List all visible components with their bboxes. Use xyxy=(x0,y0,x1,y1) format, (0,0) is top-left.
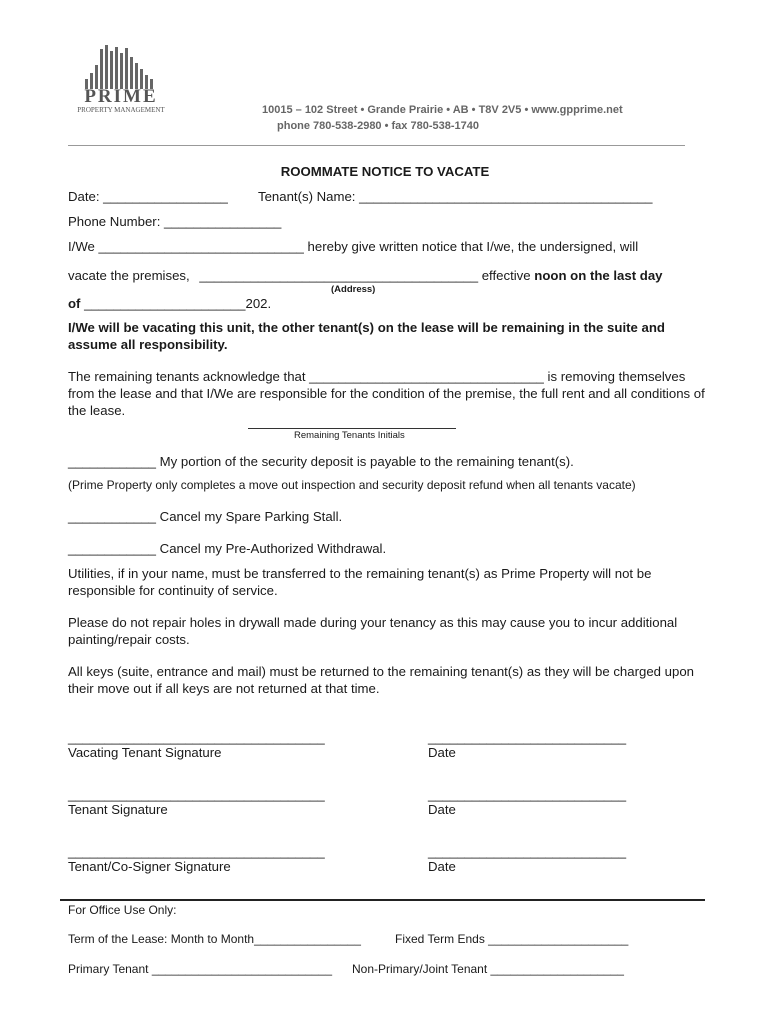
date-label-3: Date xyxy=(428,859,456,874)
lease-term-field: Term of the Lease: Month to Month________________ xyxy=(68,932,361,946)
signature-blank-2: ___________________________________ xyxy=(68,787,325,802)
signature-blank-3: ___________________________________ xyxy=(68,844,325,859)
date-blank-2: ___________________________ xyxy=(428,787,627,802)
address-caption: (Address) xyxy=(331,284,376,295)
signature-label-3: Tenant/Co-Signer Signature xyxy=(68,859,231,874)
date-blank-3: ___________________________ xyxy=(428,844,627,859)
header-divider xyxy=(68,145,685,146)
vacating-statement: I/We will be vacating this unit, the other tenant(s) on the lease will be remaining in the suite and assume all responsibility. xyxy=(68,320,665,352)
logo-subtext: PROPERTY MANAGEMENT xyxy=(77,106,165,114)
date-field: Date: _________________ xyxy=(68,189,228,204)
initials-caption: Remaining Tenants Initials xyxy=(294,430,405,441)
date-blank-1: ___________________________ xyxy=(428,730,627,745)
deposit-line: ____________ My portion of the security deposit is payable to the remaining tenant(s). xyxy=(68,454,574,469)
of-line xyxy=(68,296,271,311)
signature-label-1: Vacating Tenant Signature xyxy=(68,745,222,760)
initials-line xyxy=(248,428,456,429)
phone-number-field: Phone Number: ________________ xyxy=(68,214,282,229)
deposit-note: (Prime Property only completes a move out inspection and security deposit refund when all tenants vacate) xyxy=(68,478,636,492)
drywall-paragraph: Please do not repair holes in drywall made during your tenancy as this may cause you to incur additional painting/repair costs. xyxy=(68,615,678,647)
company-phone: phone 780-538-2980 • fax 780-538-1740 xyxy=(277,120,479,132)
date-label-2: Date xyxy=(428,802,456,817)
primary-tenant-field: Primary Tenant ___________________________ xyxy=(68,962,333,976)
vacate-prefix: vacate the premises, xyxy=(68,268,190,283)
office-heading: For Office Use Only: xyxy=(68,903,177,917)
tenant-name-field: Tenant(s) Name: ________________________________________ xyxy=(258,189,653,204)
office-divider xyxy=(60,899,705,901)
signature-label-2: Tenant Signature xyxy=(68,802,168,817)
of-label: of xyxy=(68,296,81,311)
year-blank: ______________________202. xyxy=(84,296,272,311)
fixed-term-field: Fixed Term Ends _____________________ xyxy=(395,932,629,946)
signature-blank-1: ___________________________________ xyxy=(68,730,325,745)
joint-tenant-field: Non-Primary/Joint Tenant ____________________ xyxy=(352,962,624,976)
acknowledge-paragraph: The remaining tenants acknowledge that ________________________________ is removing themselves from the lease and that I/We are responsible for the condition of the premise, the full rent and all conditions of the lease. xyxy=(68,369,705,418)
address-blank: ______________________________________ effective xyxy=(199,268,531,283)
withdrawal-line: ____________ Cancel my Pre-Authorized Withdrawal. xyxy=(68,541,387,556)
vacate-deadline: noon on the last day xyxy=(534,268,663,283)
logo-text: PRIME xyxy=(84,86,158,107)
company-address: 10015 – 102 Street • Grande Prairie • AB • T8V 2V5 • www.gpprime.net xyxy=(262,104,623,116)
date-label-1: Date xyxy=(428,745,456,760)
parking-line: ____________ Cancel my Spare Parking Stall. xyxy=(68,509,343,524)
notice-line: I/We ____________________________ hereby give written notice that I/we, the undersigned, will xyxy=(68,239,639,254)
utilities-paragraph: Utilities, if in your name, must be transferred to the remaining tenant(s) as Prime Property will not be responsible for continuity of service. xyxy=(68,566,652,598)
form-title: ROOMMATE NOTICE TO VACATE xyxy=(280,164,490,179)
vacate-line xyxy=(68,268,663,283)
keys-paragraph: All keys (suite, entrance and mail) must be returned to the remaining tenant(s) as they will be charged upon their move out if all keys are not returned at that time. xyxy=(68,664,695,696)
